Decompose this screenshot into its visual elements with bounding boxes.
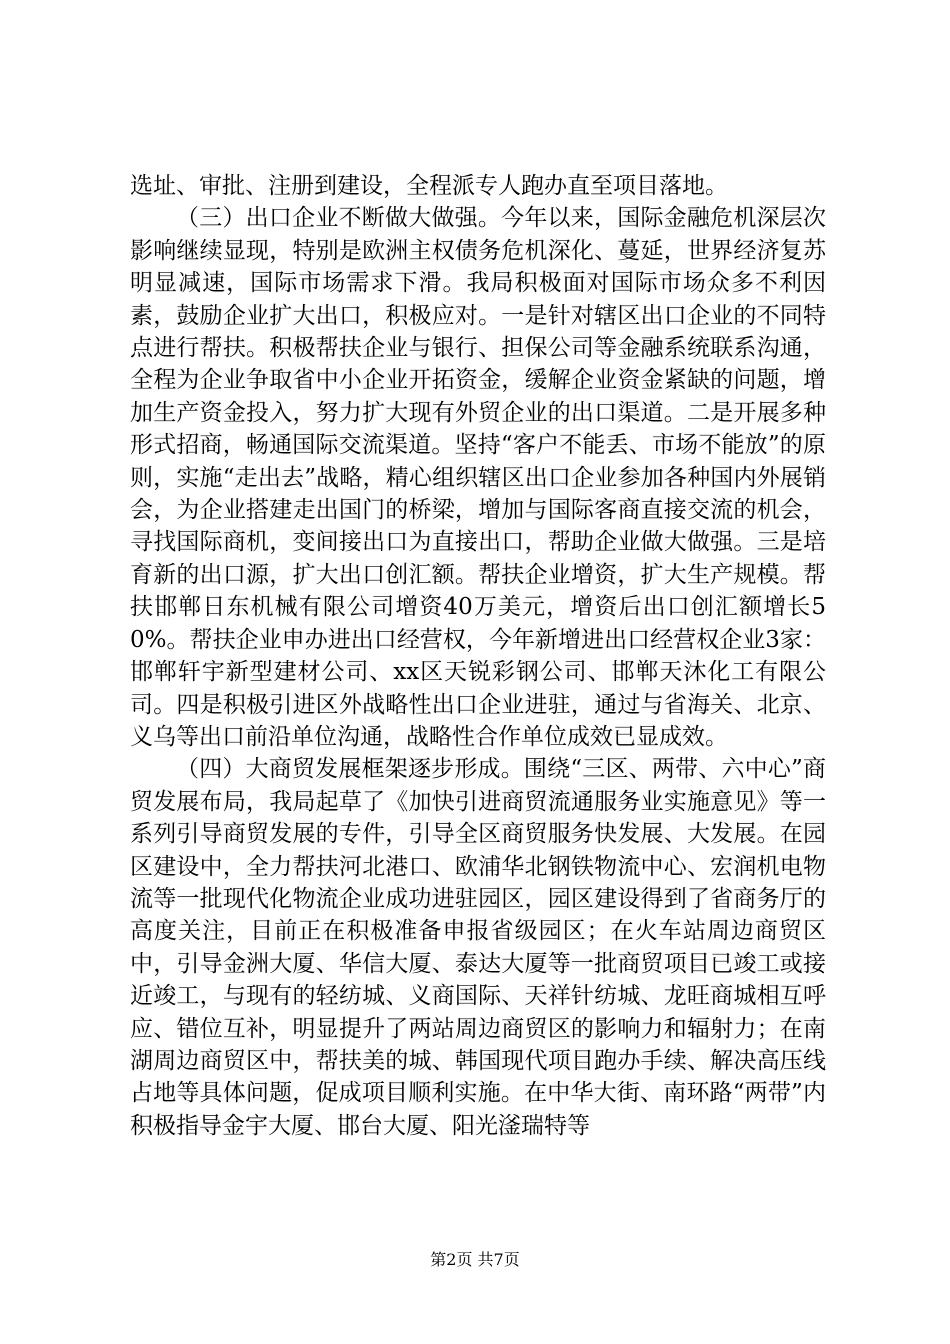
page-number: 第2页 共7页: [430, 1250, 520, 1269]
paragraph-export-enterprises: （三）出口企业不断做大做强。今年以来，国际金融危机深层次影响继续显现，特别是欧洲主权债务危机深化、蔓延，世界经济复苏明显减速，国际市场需求下滑。我局积极面对国际市场众多不利因素，鼓励企业扩大出口，积极应对。一是针对辖区出口企业的不同特点进行帮扶。积极帮扶企业与银行、担保公司等金融系统联系沟通，全程为企业争取省中小企业开拓资金，缓解企业资金紧缺的问题，增加生产资金投入，努力扩大现有外贸企业的出口渠道。二是开展多种形式招商，畅通国际交流渠道。坚持“客户不能丢、市场不能放”的原则，实施“走出去”战略，精心组织辖区出口企业参加各种国内外展销会，为企业搭建走出国门的桥梁，增加与国际客商直接交流的机会，寻找国际商机，变间接出口为直接出口，帮助企业做大做强。三是培育新的出口源，扩大出口创汇额。帮扶企业增资，扩大生产规模。帮扶邯郸日东机械有限公司增资40万美元，增资后出口创汇额增长50%。帮扶企业申办进出口经营权，今年新增进出口经营权企业3家：邯郸轩宇新型建材公司、xx区天锐彩钢公司、邯郸天沐化工有限公司。四是积极引进区外战略性出口企业进驻，通过与省海关、北京、义乌等出口前沿单位沟通，战略性合作单位成效已显成效。: [130, 205, 826, 750]
paragraph-continuation: 选址、审批、注册到建设，全程派专人跑办直至项目落地。: [130, 173, 728, 199]
paragraph-commerce-framework: （四）大商贸发展框架逐步形成。围绕“三区、两带、六中心”商贸发展布局，我局起草了《加快引进商贸流通服务业实施意见》等一系列引导商贸发展的专件，引导全区商贸服务快发展、大发展。在园区建设中，全力帮扶河北港口、欧浦华北钢铁物流中心、宏润机电物流等一批现代化物流企业成功进驻园区，园区建设得到了省商务厅的高度关注，目前正在积极准备申报省级园区；在火车站周边商贸区中，引导金洲大厦、华信大厦、泰达大厦等一批商贸项目已竣工或接近竣工，与现有的轻纺城、义商国际、天祥针纺城、龙旺商城相互呼应、错位互补，明显提升了两站周边商贸区的影响力和辐射力；在南湖周边商贸区中，帮扶美的城、韩国现代项目跑办手续、解决高压线占地等具体问题，促成项目顺利实施。在中华大街、南环路“两带”内积极指导金宇大厦、邯台大厦、阳光滏瑞特等: [130, 756, 826, 1139]
page-footer: [0, 1250, 950, 1270]
document-body: [130, 170, 826, 1142]
